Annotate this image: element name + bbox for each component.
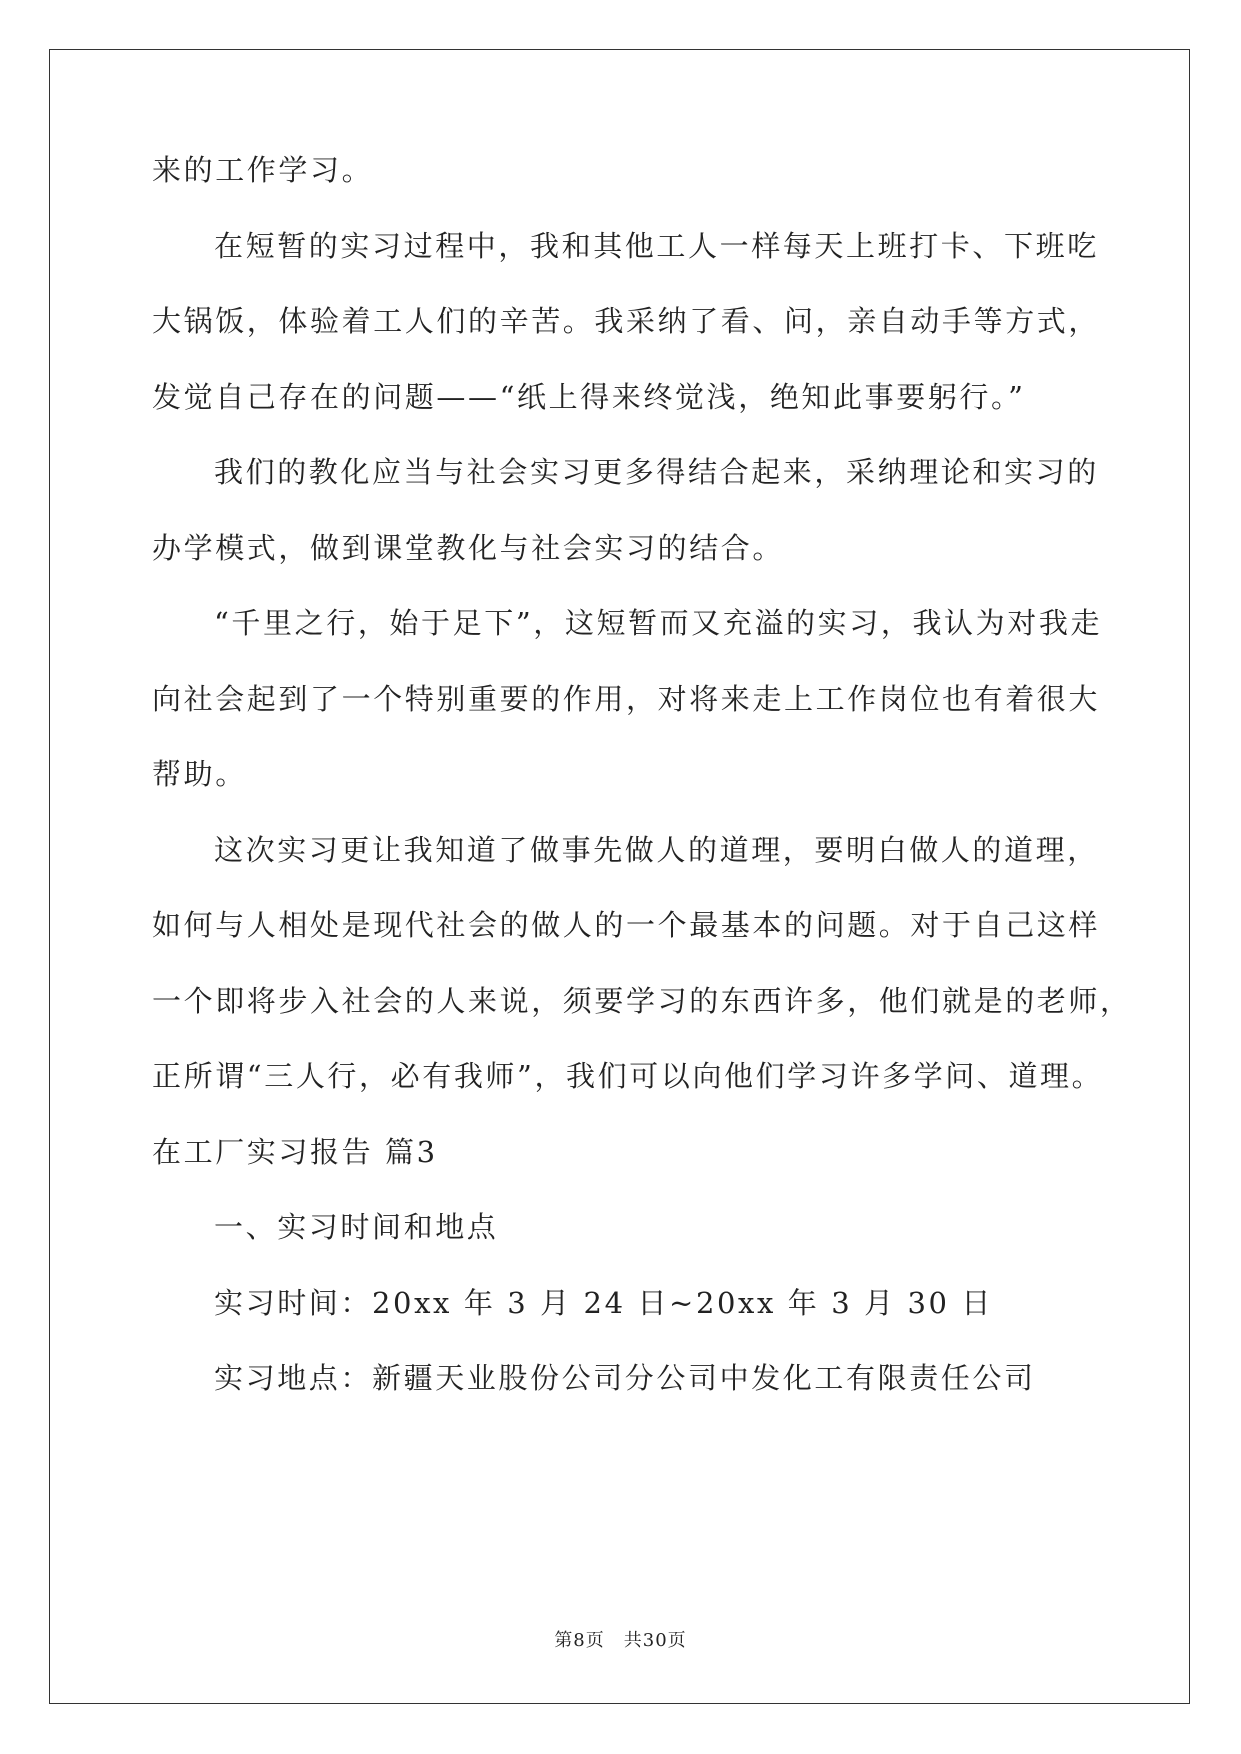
text-line: 一个即将步入社会的人来说，须要学习的东西许多，他们就是的老师，: [152, 984, 1132, 1018]
text-line: 如何与人相处是现代社会的做人的一个最基本的问题。对于自己这样: [152, 908, 1101, 942]
paragraph-start: 这次实习更让我知道了做事先做人的道理，要明白做人的道理，: [214, 833, 1099, 867]
paragraph-start: 我们的教化应当与社会实习更多得结合起来，采纳理论和实习的: [214, 455, 1099, 489]
page-number-footer: 第8页 共30页: [554, 1630, 687, 1651]
paragraph-start: 在短暂的实习过程中，我和其他工人一样每天上班打卡、下班吃: [214, 229, 1099, 263]
text-line: 来的工作学习。: [152, 153, 374, 187]
subsection-heading: 一、实习时间和地点: [214, 1210, 499, 1244]
text-line: 发觉自己存在的问题——“纸上得来终觉浅，绝知此事要躬行。”: [152, 380, 1026, 414]
internship-location: 实习地点：新疆天业股份公司分公司中发化工有限责任公司: [214, 1361, 1036, 1395]
internship-time: 实习时间：20xx 年 3 月 24 日~20xx 年 3 月 30 日: [214, 1286, 994, 1320]
section-heading: 在工厂实习报告 篇3: [152, 1135, 438, 1169]
paragraph-start: “千里之行，始于足下”，这短暂而又充溢的实习，我认为对我走: [214, 606, 1103, 640]
text-line: 正所谓“三人行，必有我师”，我们可以向他们学习许多学问、道理。: [152, 1059, 1104, 1093]
page-border: [49, 49, 1190, 1704]
text-line: 大锅饭，体验着工人们的辛苦。我采纳了看、问，亲自动手等方式，: [152, 304, 1101, 338]
text-line: 办学模式，做到课堂教化与社会实习的结合。: [152, 531, 785, 565]
text-line: 向社会起到了一个特别重要的作用，对将来走上工作岗位也有着很大: [152, 682, 1101, 716]
text-line: 帮助。: [152, 757, 247, 791]
